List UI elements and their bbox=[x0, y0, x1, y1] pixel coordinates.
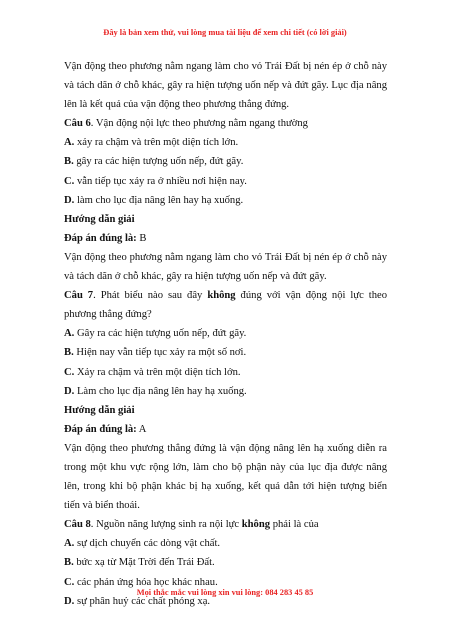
option-text: làm cho lục địa nâng lên hay hạ xuống. bbox=[74, 194, 244, 206]
option-text: vẫn tiếp tục xảy ra ở nhiều nơi hiện nay. bbox=[74, 175, 247, 187]
q7-answer bbox=[64, 420, 387, 439]
q7-guide-heading: Hướng dẫn giải bbox=[64, 404, 135, 416]
document-content bbox=[64, 57, 387, 611]
q8-option-b bbox=[64, 553, 387, 572]
q6-guide-heading: Hướng dẫn giải bbox=[64, 213, 135, 225]
q7-option-b bbox=[64, 343, 387, 362]
option-text: Gây ra các hiện tượng uốn nếp, đứt gãy. bbox=[74, 328, 247, 340]
option-text: Hiện nay vẫn tiếp tục xảy ra một số nơi. bbox=[73, 347, 247, 359]
option-letter: D. bbox=[64, 595, 75, 607]
answer-value: A bbox=[136, 423, 147, 435]
answer-label: Đáp án đúng là: bbox=[64, 232, 137, 244]
question-7-text-end: đúng với vận động nội lực theo phương thẳng đứng? bbox=[64, 290, 387, 321]
option-letter: D. bbox=[64, 385, 75, 397]
preview-notice: Đây là bản xem thử, vui lòng mua tài liệu để xem chi tiết (có lời giải) bbox=[103, 28, 347, 37]
intro-paragraph: Vận động theo phương nằm ngang làm cho vỏ Trái Đất bị nén ép ở chỗ này và tách dãn ở chỗ khác, gây ra hiện tượng uốn nếp và đứt gãy. Lục địa nâng lên là kết quả của vận động theo phương thẳng đứng. bbox=[64, 61, 387, 111]
option-letter: C. bbox=[64, 366, 75, 378]
q6-answer bbox=[64, 229, 387, 248]
option-text: sự phân huỷ các chất phóng xạ. bbox=[74, 595, 211, 607]
q7-option-c bbox=[64, 363, 387, 382]
q7-option-a bbox=[64, 324, 387, 343]
option-letter: B. bbox=[64, 156, 74, 168]
q7-option-d bbox=[64, 382, 387, 401]
option-text: các phản ứng hóa học khác nhau. bbox=[74, 576, 218, 588]
option-letter: B. bbox=[64, 347, 74, 359]
emphasis: không bbox=[207, 290, 236, 302]
q6-option-c bbox=[64, 172, 387, 191]
option-letter: B. bbox=[64, 557, 74, 569]
question-8-label: Câu 8 bbox=[64, 519, 91, 531]
question-6-text: . Vận động nội lực theo phương nằm ngang thường bbox=[90, 118, 308, 130]
emphasis: không bbox=[241, 519, 271, 531]
question-7-label: Câu 7 bbox=[64, 290, 94, 302]
question-6 bbox=[64, 114, 387, 133]
question-8-text: . Nguồn năng lượng sinh ra nội lực bbox=[90, 519, 242, 531]
option-letter: C. bbox=[64, 576, 75, 588]
question-7-text: . Phát biểu nào sau đây bbox=[93, 290, 208, 302]
q6-option-b bbox=[64, 152, 387, 171]
question-8 bbox=[64, 515, 387, 534]
option-text: Xảy ra chậm và trên một diện tích lớn. bbox=[74, 366, 241, 378]
option-letter: D. bbox=[64, 194, 75, 206]
option-text: gây ra các hiện tượng uốn nếp, đứt gãy. bbox=[73, 156, 244, 168]
option-text: bức xạ từ Mặt Trời đến Trái Đất. bbox=[73, 557, 215, 569]
option-letter: C. bbox=[64, 175, 75, 187]
q6-explanation: Vận động theo phương nằm ngang làm cho vỏ Trái Đất bị nén ép ở chỗ này và tách dãn ở chỗ khác, gây ra hiện tượng uốn nếp và đứt gãy. bbox=[64, 251, 387, 283]
contact-notice: Mọi thắc mắc vui lòng xin vui lòng: 084 283 45 85 bbox=[136, 588, 314, 597]
q8-option-a bbox=[64, 534, 387, 553]
q6-option-d bbox=[64, 191, 387, 210]
option-text: xảy ra chậm và trên một diện tích lớn. bbox=[74, 137, 239, 149]
question-7 bbox=[64, 286, 387, 324]
question-6-label: Câu 6 bbox=[64, 118, 91, 130]
q6-option-a bbox=[64, 133, 387, 152]
option-letter: A. bbox=[64, 328, 75, 340]
question-8-text-end: phải là của bbox=[270, 519, 319, 531]
answer-label: Đáp án đúng là: bbox=[64, 423, 137, 435]
option-letter: A. bbox=[64, 137, 75, 149]
answer-value: B bbox=[136, 232, 147, 244]
option-text: Làm cho lục địa nâng lên hay hạ xuống. bbox=[74, 385, 247, 397]
q7-explanation: Vận động theo phương thẳng đứng là vận động nâng lên hạ xuống diễn ra trong một khu vực rộng lớn, làm cho bộ phận này của lục địa được nâng lên, trong khi bộ phận khác bị hạ xuống, kết quả dẫn tới hiện tượng biển tiến và biển thoái. bbox=[64, 442, 387, 512]
option-letter: A. bbox=[64, 538, 75, 550]
option-text: sự dịch chuyển các dòng vật chất. bbox=[74, 538, 221, 550]
